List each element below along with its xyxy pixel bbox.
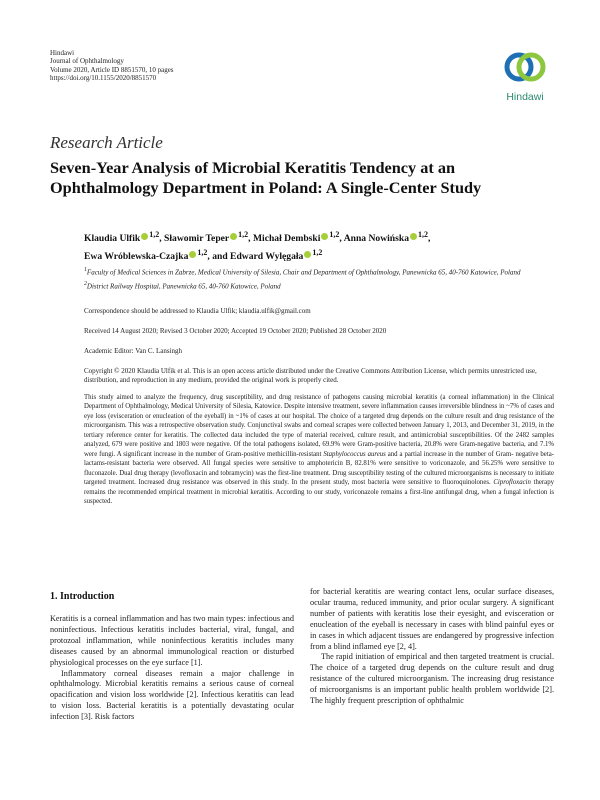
author-affiliation-mark: 1,2 — [418, 230, 429, 239]
affiliation-1: $^1$Faculty of Medical Sciences in Zabrze, Medical University of Silesia, Chair and Department of Ophthalmology, Panewnicka 65, 40-760 Katowice, Poland — [84, 267, 521, 277]
author-list — [84, 228, 554, 264]
author-affiliation-mark: 1,2 — [149, 230, 160, 239]
body-column-right — [310, 587, 554, 707]
section-heading-introduction: 1. Introduction — [50, 591, 115, 602]
correspondence: Correspondence should be addressed to Klaudia Ulfik; klaudia.ulfik@gmail.com — [84, 307, 311, 315]
academic-editor: Academic Editor: Van C. Lansingh — [84, 347, 183, 355]
orcid-icon[interactable] — [321, 233, 328, 240]
orcid-icon[interactable] — [410, 233, 417, 240]
author-affiliation-mark: 1,2 — [197, 248, 208, 258]
author-name: Anna Nowińska — [343, 233, 410, 245]
author-affiliation-mark: 1,2 — [238, 230, 249, 239]
orcid-icon[interactable] — [304, 251, 311, 258]
article-type: Research Article — [50, 133, 163, 152]
journal-header — [50, 49, 174, 83]
publisher-name: Hindawi — [50, 49, 75, 57]
affiliation-2: $^2$District Railway Hospital, Panewnicka 65, 40-760 Katowice, Poland — [84, 280, 281, 291]
author-line-1: Klaudia Ulfik $^{1,2}$, Sławomir Teper $^{1,2}$, Michał Dembski $^{1,2}$, Anna Nowińska $^{1,2}$, — [84, 230, 431, 245]
orcid-icon[interactable] — [230, 233, 237, 240]
author-line-2: Ewa Wróblewska-Czajka $^{1,2}$, and Edward Wylęgała $^{1,2}$ — [84, 248, 323, 263]
author-name: Klaudia Ulfik — [84, 233, 141, 245]
affiliations — [84, 266, 554, 294]
journal-name: Journal of Ophthalmology — [50, 57, 124, 66]
paragraph: Inflammatory corneal diseases remain a major challenge in ophthalmology. Microbial keratitis remains a serious cause of corneal opacification and vision loss worldwide [2]. Infectious keratitis can lead to vision loss. Bacterial keratitis is a potentially devastating ocular infection [3]. Risk factors — [50, 668, 294, 722]
logo-text: Hindawi — [506, 91, 544, 103]
body-column-left — [50, 614, 294, 723]
author-affiliation-mark: 1,2 — [329, 230, 340, 239]
author-name: Sławomir Teper — [164, 233, 230, 245]
orcid-icon[interactable] — [189, 251, 196, 258]
article-dates: Received 14 August 2020; Revised 3 October 2020; Accepted 19 October 2020; Published 28 October 2020 — [84, 327, 387, 335]
author-name: Michał Dembski — [252, 233, 321, 245]
volume-info: Volume 2020, Article ID 8851570, 10 pages — [50, 65, 174, 74]
hindawi-logo — [496, 49, 554, 103]
paragraph: for bacterial keratitis are wearing contact lens, ocular surface diseases, ocular trauma, reduced immunity, and prior ocular surgery. A significant number of patients with keratitis lose their eyesight, and evisceration or enucleation of the eyeball is necessary in cases with blind painful eyes or in cases in which adjacent tissues are endangered by progressive infection from a blind inflamed eye [2, 4]. — [310, 587, 554, 651]
hindawi-logo-icon — [503, 49, 547, 85]
author-name: and Edward Wylęgała — [212, 251, 304, 263]
abstract: This study aimed to analyze the frequency, drug susceptibility, and drug resistance of pathogens causing microbial keratitis (a corneal inflammation) in the Clinical Department of Ophthalmology, Medical University of Silesia, Katowice. Despite intensive treatment, severe inflammation causes irreversible blindness in ~7% of cases and eye loss (evisceration or enucleation of the eyeball) in ~1% of cases at our hospital. The choice of a targeted drug depends on the culture result and drug resistance of the microorganism. This was a retrospective observation study. Conjunctival swabs and corneal scrapes were collected between January 1, 2013, and December 31, 2019, in the tertiary reference center for keratitis. The collected data included the type of material received, culture result, and antimicrobial susceptibilities. Of the 2482 samples analyzed, 679 were positive and 1803 were negative. Of the total pathogens isolated, 69.9% were Gram-positive bacteria, 20.8% were Gram-negative bacteria, and 7.1% were fungi. A significant increase in the number of Gram-positive methicillin-resistant Staphylococcus aureus and a partial increase in the number of Gram- negative beta-lactams-resistant bacteria were observed. All fungal species were sensitive to amphotericin B, 82.81% were sensitive to voriconazole, and 56.25% were sensitive to fluconazole. Dual drug therapy (levofloxacin and tobramycin) was the first-line treatment. Drug susceptibility testing of the cultured microorganisms is necessary to initiate targeted treatment. Increased drug resistance was observed in this study. In the present study, most bacteria were sensitive to fluoroquinolones. Ciprofloxacin therapy remains the recommended empirical treatment in microbial keratitis. According to our study, voriconazole remains a first-line antifungal drug, when a fungal infection is suspected. — [84, 394, 554, 505]
author-name: Ewa Wróblewska-Czajka — [84, 251, 189, 263]
paragraph: The rapid initiation of empirical and then targeted treatment is crucial. The choice of a targeted drug depends on the culture result and drug resistance of the cultured microorganism. The increasing drug resistance of microorganisms is an important public health problem worldwide [2]. The highly frequent prescription of ophthalmic — [310, 652, 554, 706]
article-title: Seven-Year Analysis of Microbial Keratitis Tendency at an Ophthalmology Department in Poland: A Single-Center Study — [50, 158, 482, 197]
paragraph: Keratitis is a corneal inflammation and has two main types: infectious and noninfectious. Infectious keratitis includes bacterial, viral, fungal, and protozoal inflammation, while noninfectious keratitis includes many diseases caused by an abnormal immunological reaction or disturbed physiological processes on the eye surface [1]. — [50, 614, 294, 667]
author-affiliation-mark: 1,2 — [312, 248, 323, 258]
orcid-icon[interactable] — [141, 233, 148, 240]
copyright-notice: Copyright © 2020 Klaudia Ulfik et al. This is an open access article distributed under the Creative Commons Attribution License, which permits unrestricted use, distribution, and reproduction in any medium, provided the original work is properly cited. — [84, 367, 537, 384]
doi-link[interactable]: https://doi.org/10.1155/2020/8851570 — [50, 74, 157, 83]
